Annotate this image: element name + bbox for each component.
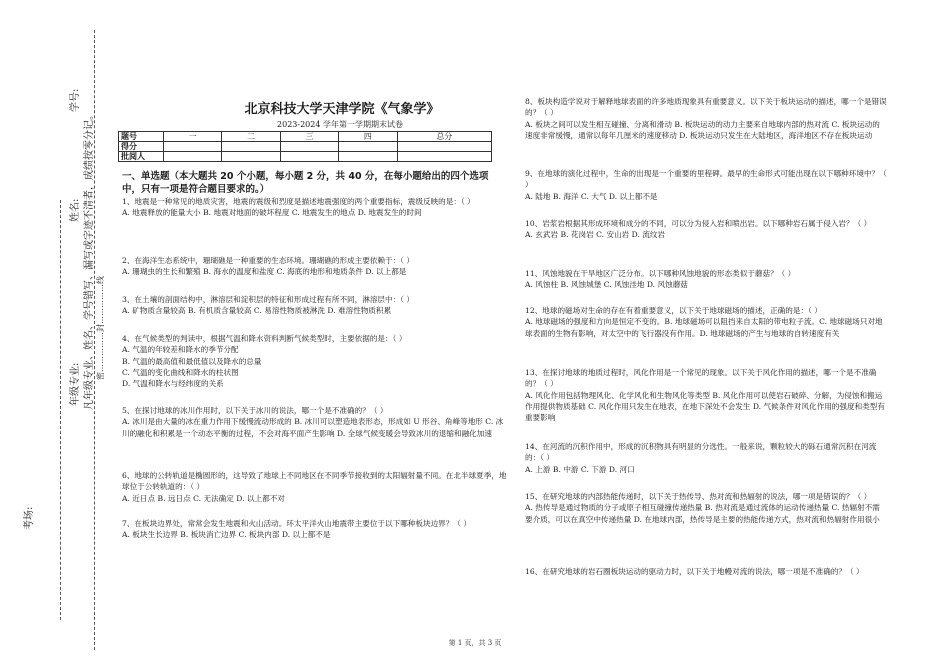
score-table-header: 题号 [119, 132, 164, 142]
grade-label: 年级专业: [70, 362, 81, 406]
question-stem: 9、在地球的演化过程中，生命的出现是一个重要的里程碑。最早的生命形式可能出现在以下哪种环境中？（ ） [525, 169, 887, 190]
grader-row [119, 152, 492, 162]
seal-text: 密……………封……………线 [96, 276, 105, 380]
grader-cell[interactable] [280, 152, 338, 162]
page-footer: 第 1 页，共 3 页 [448, 639, 502, 647]
question-option-c: C. 气温的变化曲线和降水的柱状图 [122, 367, 239, 377]
question-4 [122, 333, 507, 389]
question-10 [525, 218, 887, 241]
score-table-header: 一 [164, 132, 222, 142]
question-stem: 5、在探讨地球的冰川作用时，以下关于冰川的说法，哪一个是不准确的？（ ） [122, 406, 388, 415]
question-stem: 14、在河流的沉积作用中，形成的沉积物具有明显的分选性。一般来说，颗粒较大的砾石通常沉积在河流的：（ ） [525, 442, 877, 463]
question-options: A. 上游 B. 中游 C. 下游 D. 河口 [525, 464, 635, 474]
question-stem: 4、在气候类型的判读中，根据气温和降水资料判断气候类型时，主要依据的是：（ ） [122, 334, 407, 343]
score-table [118, 131, 492, 162]
question-9 [525, 168, 887, 202]
score-cell[interactable] [280, 142, 338, 152]
question-13 [525, 367, 887, 423]
instruction-text: 凡年级专业、姓名、学号错写、漏写或字迹不清者，成绩按零分记。 [84, 110, 95, 410]
score-cell[interactable] [164, 142, 222, 152]
question-14 [525, 441, 887, 475]
question-stem: 13、在探讨地球的地质过程时，风化作用是一个常见的现象。以下关于风化作用的描述，哪一个是不准确的？（ ） [525, 368, 877, 389]
score-table-header: 三 [280, 132, 338, 142]
question-option-a: A. 气温的年较差和降水的季节分配 [122, 345, 239, 355]
score-table-header-row [119, 132, 492, 142]
score-row-label: 得分 [119, 142, 164, 152]
exam-title: 北京科技大学天津学院《气象学》 [244, 102, 440, 117]
question-options: A. 地震释放的能量大小 B. 地震对地面的破坏程度 C. 地震发生的地点 D. 地震发生的时间 [122, 208, 422, 218]
question-option-b: B. 气温的最高值和最低值以及降水的总量 [122, 356, 262, 366]
question-6 [122, 470, 507, 504]
question-options: A. 玄武岩 B. 花岗岩 C. 安山岩 D. 流纹岩 [525, 230, 666, 240]
question-options: A. 矿物质含量较高 B. 有机质含量较高 C. 易溶性物质被淋洗 D. 难溶性物质积累 [122, 306, 392, 316]
question-1 [122, 196, 507, 219]
score-table-header: 总分 [397, 132, 491, 142]
question-stem: 10、岩浆岩根据其形成环境和成分的不同，可以分为侵入岩和喷出岩。以下哪种岩石属于侵入岩？（ ） [525, 219, 872, 228]
question-options: A. 风蚀柱 B. 风蚀城堡 C. 风蚀洼地 D. 风蚀蘑菇 [525, 280, 688, 290]
question-options: A. 风化作用包括物理风化、化学风化和生物风化等类型 B. 风化作用可以使岩石破碎、分解，为侵蚀和搬运作用提供物质基础 C. 风化作用只发生在地表，在地下深处不会发生 D. 气候条件对风化作用的强度和类型有重要影响 [525, 390, 885, 423]
question-stem: 1、地震是一种常见的地质灾害，地震的震级和烈度是描述地震强度的两个重要指标，震级反映的是：（ ） [122, 197, 475, 206]
grader-row-label: 批阅人 [119, 152, 164, 162]
student-id-label: 学号: [70, 88, 81, 112]
grader-cell[interactable] [397, 152, 491, 162]
question-stem: 8、板块构造学说对于解释地球表面的许多地质现象具有重要意义。以下关于板块运动的描述，哪一个是错误的？（ ） [525, 97, 887, 118]
question-7 [122, 518, 507, 541]
binding-margin [0, 0, 110, 672]
question-stem: 15、在研究地球的内部热能传递时，以下关于热传导、热对流和热辐射的说法，哪一项是错误的？（ ） [525, 492, 872, 501]
exam-site-label: 考场: [24, 506, 35, 530]
exam-subtitle: 2023-2024 学年第一学期期末试卷 [277, 120, 403, 129]
section-heading: 一、单选题（本大题共 20 个小题，每小题 2 分，共 40 分，在每小题给出的四个选项中，只有一项是符合题目要求的。） [122, 171, 489, 195]
name-label: 姓名: [70, 198, 81, 222]
question-options: A. 珊瑚虫的生长和繁殖 B. 海水的温度和盐度 C. 海底的地形和地质条件 D. 以上都是 [122, 267, 407, 277]
question-15 [525, 491, 887, 525]
question-stem: 2、在海洋生态系统中，珊瑚礁是一种重要的生态环境。珊瑚礁的形成主要依赖于：（ ） [122, 256, 415, 265]
question-options: A. 地球磁场的强度和方向是恒定不变的。B. 地球磁场可以阻挡来自太阳的带电粒子流。C. 地球磁场只对地球表面的生物有影响，对太空中的飞行器没有作用。D. 地球磁场的产生与地球的自转速度有关 [525, 317, 883, 338]
question-options: A. 冰川是由大量的冰在重力作用下缓慢流动形成的 B. 冰川可以塑造地表形态，形成如 U 形谷、角峰等地形 C. 冰川的融化和积累是一个动态平衡的过程，不会对海平面产生影响 D. 全球气候变暖会导致冰川的退缩和融化加速 [122, 417, 504, 438]
score-cell[interactable] [339, 142, 397, 152]
question-11 [525, 268, 887, 291]
question-3 [122, 294, 507, 317]
score-table-header: 二 [222, 132, 280, 142]
question-8 [525, 96, 887, 141]
score-table-header: 四 [339, 132, 397, 142]
question-options: A. 陆地 B. 海洋 C. 大气 D. 以上都不是 [525, 191, 658, 201]
question-stem: 12、地球的磁场对生命的存在有着重要意义，以下关于地球磁场的描述，正确的是：（ ） [525, 306, 822, 315]
question-stem: 6、地球的公转轨道是椭圆形的，这导致了地球上不同地区在不同季节接收到的太阳辐射量不同。在北半球夏季，地球位于公转轨道的：（ ） [122, 471, 507, 492]
grader-cell[interactable] [164, 152, 222, 162]
grader-cell[interactable] [339, 152, 397, 162]
question-stem: 3、在土壤的剖面结构中，淋溶层和淀积层的特征和形成过程有所不同，淋溶层中：（ ） [122, 295, 415, 304]
question-16 [525, 566, 887, 577]
question-stem: 11、风蚀地貌在干旱地区广泛分布。以下哪种风蚀地貌的形态类似于蘑菇？（ ） [525, 269, 796, 278]
question-option-d: D. 气温和降水与经纬度的关系 [122, 379, 224, 389]
question-options: A. 板块生长边界 B. 板块消亡边界 C. 板块内部 D. 以上都不是 [122, 530, 331, 540]
grader-cell[interactable] [222, 152, 280, 162]
seal-line-inner [60, 200, 61, 620]
score-cell[interactable] [222, 142, 280, 152]
question-options: A. 热传导是通过物质的分子或原子相互碰撞传递热量 B. 热对流是通过流体的运动传递热量 C. 热辐射不需要介质，可以在真空中传递热量 D. 在地球内部，热传导是主要的热能传递方式，热对流和热辐射作用很小 [525, 503, 880, 524]
question-options: A. 近日点 B. 远日点 C. 无法确定 D. 以上都不对 [122, 493, 285, 503]
question-5 [122, 405, 507, 439]
question-12 [525, 305, 887, 339]
question-options: A. 板块之间可以发生相互碰撞、分离和滑动 B. 板块运动的动力主要来自地球内部的热对流 C. 板块运动的速度非常缓慢，通常以每年几厘米的速度移动 D. 板块运动只发生在大陆地区，海洋地区不存在板块运动 [525, 119, 880, 140]
score-cell[interactable] [397, 142, 491, 152]
score-row [119, 142, 492, 152]
question-stem: 16、在研究地球的岩石圈板块运动的驱动力时，以下关于地幔对流的说法，哪一项是不准确的？（ ） [525, 567, 864, 576]
question-2 [122, 255, 507, 278]
question-stem: 7、在板块边界处，常常会发生地震和火山活动。环太平洋火山地震带主要位于以下哪种板块边界？（ ） [122, 519, 471, 528]
